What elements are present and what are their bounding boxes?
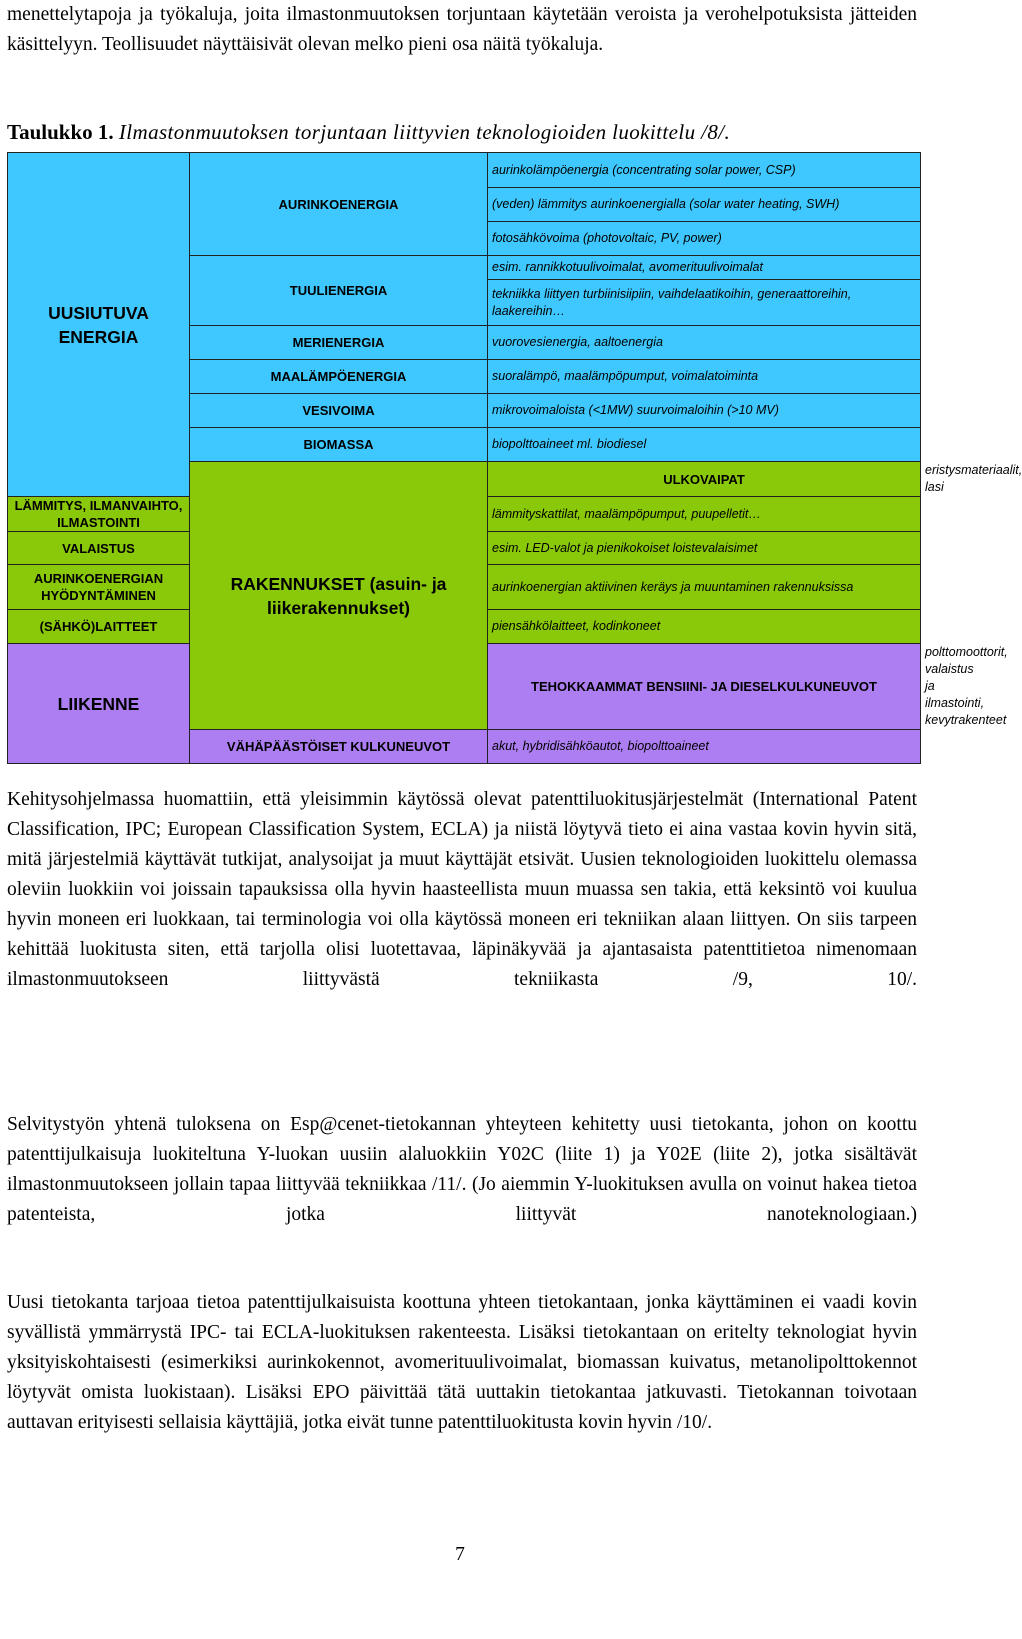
technology-classification-table — [7, 152, 1022, 764]
intro-paragraph: menettelytapoja ja työkaluja, joita ilmastonmuutoksen torjuntaan käytetään veroista ja verohelpotuksista jätteiden käsittelyyn. Teollisuudet näyttäisivät olevan melko pieni osa näitä työkaluja. — [7, 4, 917, 55]
table-row: LIIKENNE TEHOKKAAMMAT BENSIINI- JA DIESELKULKUNEUVOT polttomoottorit, valaistus ja ilmastointi, kevytrakenteet — [8, 644, 921, 730]
example-ocean-energy: vuorovesienergia, aaltoenergia — [488, 326, 921, 360]
tech-geothermal-energy: MAALÄMPÖENERGIA — [190, 360, 488, 394]
tech-biomass: BIOMASSA — [190, 428, 488, 462]
tech-hvac: LÄMMITYS, ILMANVAIHTO, ILMASTOINTI — [8, 497, 190, 532]
tech-efficient-vehicles: TEHOKKAAMMAT BENSIINI- JA DIESELKULKUNEUVOT — [488, 644, 921, 730]
example-electrical-appliances: piensähkölaitteet, kodinkoneet — [488, 610, 921, 644]
body-paragraph-3: Uusi tietokanta tarjoaa tietoa patenttijulkaisuista koottuna yhteen tietokantaan, jonka käyttäminen ei vaadi kovin syvällistä ymmärrystä IPC- tai ECLA-luokituksen rakenteesta. Lisäksi tietokantaan on eritelty teknologiat hyvin yksityiskohtaisesti (esimerkiksi aurinkokennot, avomerituulivoimalat, biomassan kuivatus, metanolipolttokennot löytyvät omista luokistaan). Lisäksi EPO päivittää tätä uuttakin tietokantaa jatkuvasti. Tietokannan toivotaan auttavan erityisesti sellaisia käyttäjiä, jotka eivät tunne patenttiluokitusta kovin hyvin /10/. — [7, 1292, 917, 1433]
example-hydropower: mikrovoimaloista (<1MW) suurvoimaloihin (>10 MV) — [488, 394, 921, 428]
tech-wind-energy: TUULIENERGIA — [190, 256, 488, 326]
example-wind-technology: tekniikka liittyen turbiinisiipiin, vaihdelaatikoihin, generaattoreihin, laakereihin… — [488, 280, 921, 326]
example-lighting: esim. LED-valot ja pienikokoiset loistevalaisimet — [488, 532, 921, 565]
body-paragraph-1: Kehitysohjelmassa huomattiin, että yleisimmin käytössä olevat patenttiluokitusjärjestelmät (International Patent Classification, IPC; European Classification System, ECLA) ja niistä löytyvä tieto ei aina vastaa kovin hyvin sitä, mitä järjestelmiä käyttävät tutkijat, analysoijat ja muut käyttäjät etsivät. Uusien teknologioiden luokittelu olemassa oleviin luokkiin voi joissain tapauksissa olla hyvin haasteellista muun muassa sen takia, että keksintö voi kuulua hyvin moneen eri luokkaan, tai terminologia voi olla käytössä moneen eri tekniikan alaan liittyen. On siis tarpeen kehittää luokitusta siten, että tarjolla olisi luotettavaa, läpinäkyvää ja ajantasaista patenttitietoa nimenomaan ilmastonmuutokseen liittyvästä tekniikasta /9, 10/. — [7, 789, 917, 990]
tech-solar-utilization: AURINKOENERGIAN HYÖDYNTÄMINEN — [8, 565, 190, 610]
tech-solar-energy: AURINKOENERGIA — [190, 153, 488, 256]
category-buildings: RAKENNUKSET (asuin- ja liikerakennukset) — [190, 462, 488, 730]
table-row: RAKENNUKSET (asuin- ja liikerakennukset) ULKOVAIPAT eristysmateriaalit, lasi — [8, 462, 921, 497]
category-traffic: LIIKENNE — [8, 644, 190, 764]
example-solar-utilization: aurinkoenergian aktiivinen keräys ja muuntaminen rakennuksissa — [488, 565, 921, 610]
example-geothermal: suoralämpö, maalämpöpumput, voimalatoiminta — [488, 360, 921, 394]
example-low-emission-vehicles: akut, hybridisähköautot, biopolttoaineet — [488, 730, 921, 764]
example-solar-water-heating: (veden) lämmitys aurinkoenergialla (solar water heating, SWH) — [488, 188, 921, 222]
tech-lighting: VALAISTUS — [8, 532, 190, 565]
page-number: 7 — [455, 1544, 465, 1565]
example-solar-csp: aurinkolämpöenergia (concentrating solar power, CSP) — [488, 153, 921, 188]
table-caption — [7, 117, 730, 147]
tech-ocean-energy: MERIENERGIA — [190, 326, 488, 360]
table-row — [8, 153, 921, 188]
tech-hydropower: VESIVOIMA — [190, 394, 488, 428]
example-solar-pv: fotosähkövoima (photovoltaic, PV, power) — [488, 222, 921, 256]
tech-electrical-appliances: (SÄHKÖ)LAITTEET — [8, 610, 190, 644]
example-hvac: lämmityskattilat, maalämpöpumput, puupelletit… — [488, 497, 921, 532]
body-paragraph-2: Selvitystyön yhtenä tuloksena on Esp@cenet-tietokannan yhteyteen kehitetty uusi tietokanta, johon on koottu patenttijulkaisuja luokiteltuna Y-luokan uusiin alaluokkiin Y02C (liite 1) ja Y02E (liite 2), jotka sisältävät ilmastonmuutokseen jollain tapaa liittyvää tekniikkaa /11/. (Jo aiemmin Y-luokituksen avulla on voinut hakea tietoa patenteista, jotka liittyvät nanoteknologiaan.) — [7, 1114, 917, 1225]
table-caption-label: Taulukko 1. — [7, 120, 114, 144]
tech-low-emission-vehicles: VÄHÄPÄÄSTÖISET KULKUNEUVOT — [190, 730, 488, 764]
tech-building-envelopes: ULKOVAIPAT — [488, 462, 921, 497]
table-caption-text: Ilmastonmuutoksen torjuntaan liittyvien teknologioiden luokittelu /8/. — [118, 120, 731, 144]
example-biomass: biopolttoaineet ml. biodiesel — [488, 428, 921, 462]
category-renewable-energy: UUSIUTUVA ENERGIA — [8, 153, 190, 497]
example-wind-farms: esim. rannikkotuulivoimalat, avomerituulivoimalat — [488, 256, 921, 280]
